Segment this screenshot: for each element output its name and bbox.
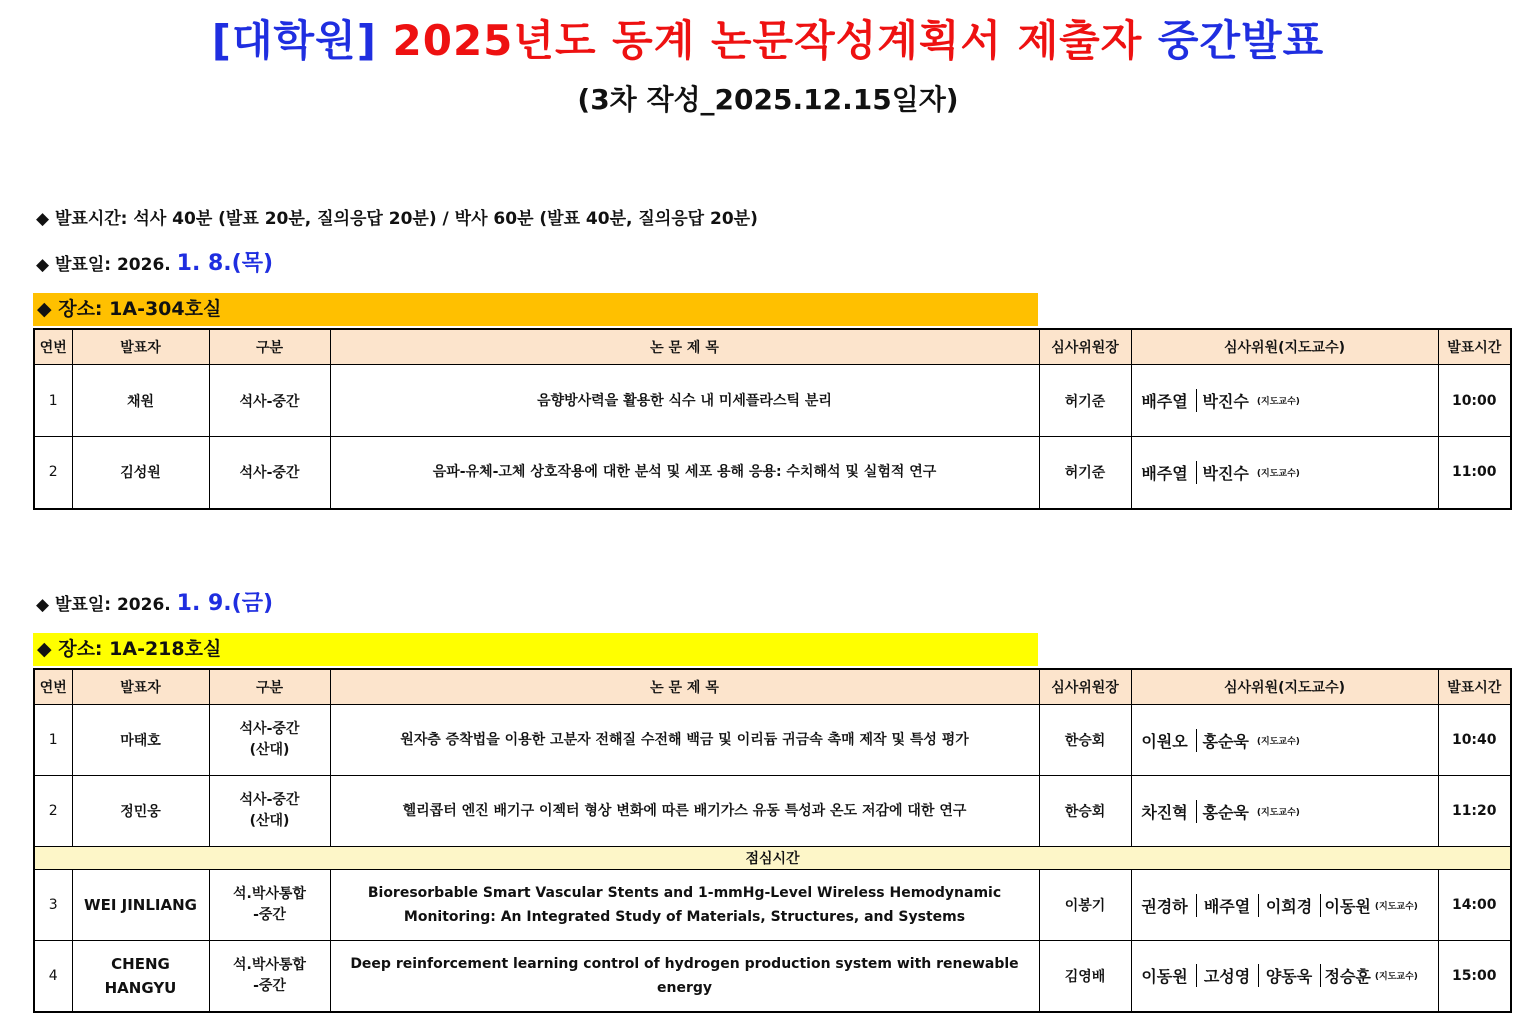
page-subtitle: (3차 작성_2025.12.15일자) (577, 83, 959, 116)
presentation-type (209, 941, 330, 1012)
presenter-name: 마태호 (72, 705, 209, 776)
committee-member: 이원오 (1141, 731, 1188, 751)
committee-member: 이희경 (1258, 894, 1320, 917)
committee-members (1131, 705, 1438, 776)
lunch-label: 점심시간 (34, 847, 1511, 870)
day1-date-note (36, 252, 273, 277)
committee-member: 권경하 (1141, 896, 1188, 916)
day2-date: 1. 9.(금) (176, 591, 274, 616)
committee-member: 이동원 (1141, 967, 1188, 987)
table-row (34, 705, 1511, 776)
day2-schedule-table (33, 668, 1512, 1013)
title-main: 2025년도 동계 논문작성계획서 제출자 (376, 16, 1158, 65)
presentation-time: 11:20 (1438, 776, 1511, 847)
table-header-row (34, 329, 1511, 365)
col-presenter: 발표자 (72, 329, 209, 365)
presentation-time: 14:00 (1438, 870, 1511, 941)
title-suffix: 중간발표 (1157, 16, 1325, 65)
advisor-name: 홍순욱 (1202, 802, 1249, 822)
row-no: 2 (34, 776, 72, 847)
thesis-title: 음파-유체-고체 상호작용에 대한 분석 및 세포 용해 응용: 수치해석 및 실험적 연구 (330, 437, 1039, 509)
advisor-tag: (지도교수) (1256, 807, 1300, 818)
committee-chair: 허기준 (1039, 437, 1131, 509)
type-line: (산대) (249, 813, 290, 829)
thesis-title: Deep reinforcement learning control of hydrogen production system with renewable energy (330, 941, 1039, 1012)
committee-member: 양동욱 (1258, 964, 1320, 987)
advisor-tag: (지도교수) (1374, 972, 1418, 983)
committee-members (1131, 941, 1438, 1012)
lunch-row (34, 847, 1511, 870)
presentation-type: 석사-중간 (209, 437, 330, 509)
type-line: -중간 (253, 907, 286, 923)
day1-schedule-table (33, 328, 1512, 510)
thesis-title (330, 870, 1039, 941)
table-row (34, 365, 1511, 437)
committee-chair: 김영배 (1039, 941, 1131, 1012)
advisor-name: 정승훈 (1324, 967, 1371, 987)
advisor-tag: (지도교수) (1374, 901, 1418, 912)
col-presenter: 발표자 (72, 669, 209, 705)
day1-date-label: ◆ 발표일: 2026. (36, 255, 171, 275)
committee-advisor (1196, 461, 1436, 484)
row-no: 2 (34, 437, 72, 509)
type-line: 석사-중간 (239, 792, 300, 808)
table-header-row (34, 669, 1511, 705)
thesis-title: 음향방사력을 활용한 식수 내 미세플라스틱 분리 (330, 365, 1039, 437)
page-title (0, 14, 1536, 68)
presenter-name: 김성원 (72, 437, 209, 509)
row-no: 4 (34, 941, 72, 1012)
committee-chair: 허기준 (1039, 365, 1131, 437)
thesis-title: 원자층 증착법을 이용한 고분자 전해질 수전해 백금 및 이리듐 귀금속 촉매 제작 및 특성 평가 (330, 705, 1039, 776)
committee-members (1131, 776, 1438, 847)
day2-date-note (36, 592, 273, 617)
committee-advisor (1320, 964, 1436, 987)
presentation-type (209, 870, 330, 941)
presentation-type: 석사-중간 (209, 365, 330, 437)
advisor-name: 박진수 (1202, 463, 1249, 483)
committee-members (1131, 870, 1438, 941)
day2-place-bar: ◆ 장소: 1A-218호실 (33, 633, 1038, 666)
col-type: 구분 (209, 329, 330, 365)
col-title: 논 문 제 목 (330, 669, 1039, 705)
title-line: Monitoring: An Integrated Study of Materials, Structures, and Systems (403, 909, 966, 925)
presentation-time: 10:40 (1438, 705, 1511, 776)
table-row (34, 941, 1511, 1012)
committee-chair: 한승회 (1039, 776, 1131, 847)
presenter-name-line: HANGYU (104, 978, 177, 997)
thesis-title: 헬리콥터 엔진 배기구 이젝터 형상 변화에 따른 배기가스 유동 특성과 온도 저감에 대한 연구 (330, 776, 1039, 847)
type-line: -중간 (253, 977, 286, 994)
advisor-tag: (지도교수) (1256, 468, 1300, 479)
col-type: 구분 (209, 669, 330, 705)
presenter-name-line: CHENG (111, 954, 170, 973)
type-line: 석.박사통합 (233, 956, 306, 973)
type-line: 석.박사통합 (233, 886, 306, 902)
col-no: 연번 (34, 669, 72, 705)
presenter-name: WEI JINLIANG (72, 870, 209, 941)
committee-member: 차진혁 (1141, 802, 1188, 822)
committee-advisor (1320, 894, 1436, 917)
col-no: 연번 (34, 329, 72, 365)
col-time: 발표시간 (1438, 329, 1511, 365)
committee-member: 고성영 (1196, 964, 1258, 987)
advisor-name: 홍순욱 (1202, 731, 1249, 751)
table-row (34, 870, 1511, 941)
committee-members (1131, 437, 1438, 509)
title-prefix: [대학원] (211, 16, 377, 65)
type-line: 석사-중간 (239, 721, 300, 737)
committee-chair: 한승회 (1039, 705, 1131, 776)
col-chair: 심사위원장 (1039, 329, 1131, 365)
committee-member: 배주열 (1141, 463, 1188, 483)
col-time: 발표시간 (1438, 669, 1511, 705)
committee-member: 배주열 (1196, 894, 1258, 917)
committee-advisor (1196, 729, 1436, 752)
committee-chair: 이봉기 (1039, 870, 1131, 941)
title-line: Bioresorbable Smart Vascular Stents and 1-mmHg-Level Wireless Hemodynamic (367, 885, 1002, 901)
committee-advisor (1196, 389, 1436, 412)
committee-advisor (1196, 800, 1436, 823)
day1-date: 1. 8.(목) (176, 251, 274, 276)
advisor-tag: (지도교수) (1256, 397, 1300, 407)
type-line: (산대) (249, 742, 290, 758)
table-row (34, 776, 1511, 847)
row-no: 3 (34, 870, 72, 941)
presenter-name: 채원 (72, 365, 209, 437)
presenter-name (72, 941, 209, 1012)
presentation-type (209, 705, 330, 776)
advisor-tag: (지도교수) (1256, 736, 1300, 747)
advisor-name: 이동원 (1324, 896, 1371, 916)
row-no: 1 (34, 365, 72, 437)
col-chair: 심사위원장 (1039, 669, 1131, 705)
time-rule-note: ◆ 발표시간: 석사 40분 (발표 20분, 질의응답 20분) / 박사 60분 (발표 40분, 질의응답 20분) (36, 209, 758, 229)
presentation-time: 10:00 (1438, 365, 1511, 437)
committee-members (1131, 365, 1438, 437)
day1-place-bar: ◆ 장소: 1A-304호실 (33, 293, 1038, 326)
row-no: 1 (34, 705, 72, 776)
presentation-type (209, 776, 330, 847)
table-row (34, 437, 1511, 509)
col-members: 심사위원(지도교수) (1131, 329, 1438, 365)
committee-member: 배주열 (1141, 392, 1188, 411)
presenter-name: 정민웅 (72, 776, 209, 847)
col-title: 논 문 제 목 (330, 329, 1039, 365)
advisor-name: 박진수 (1202, 392, 1249, 411)
col-members: 심사위원(지도교수) (1131, 669, 1438, 705)
presentation-time: 11:00 (1438, 437, 1511, 509)
presentation-time: 15:00 (1438, 941, 1511, 1012)
day2-date-label: ◆ 발표일: 2026. (36, 595, 171, 615)
